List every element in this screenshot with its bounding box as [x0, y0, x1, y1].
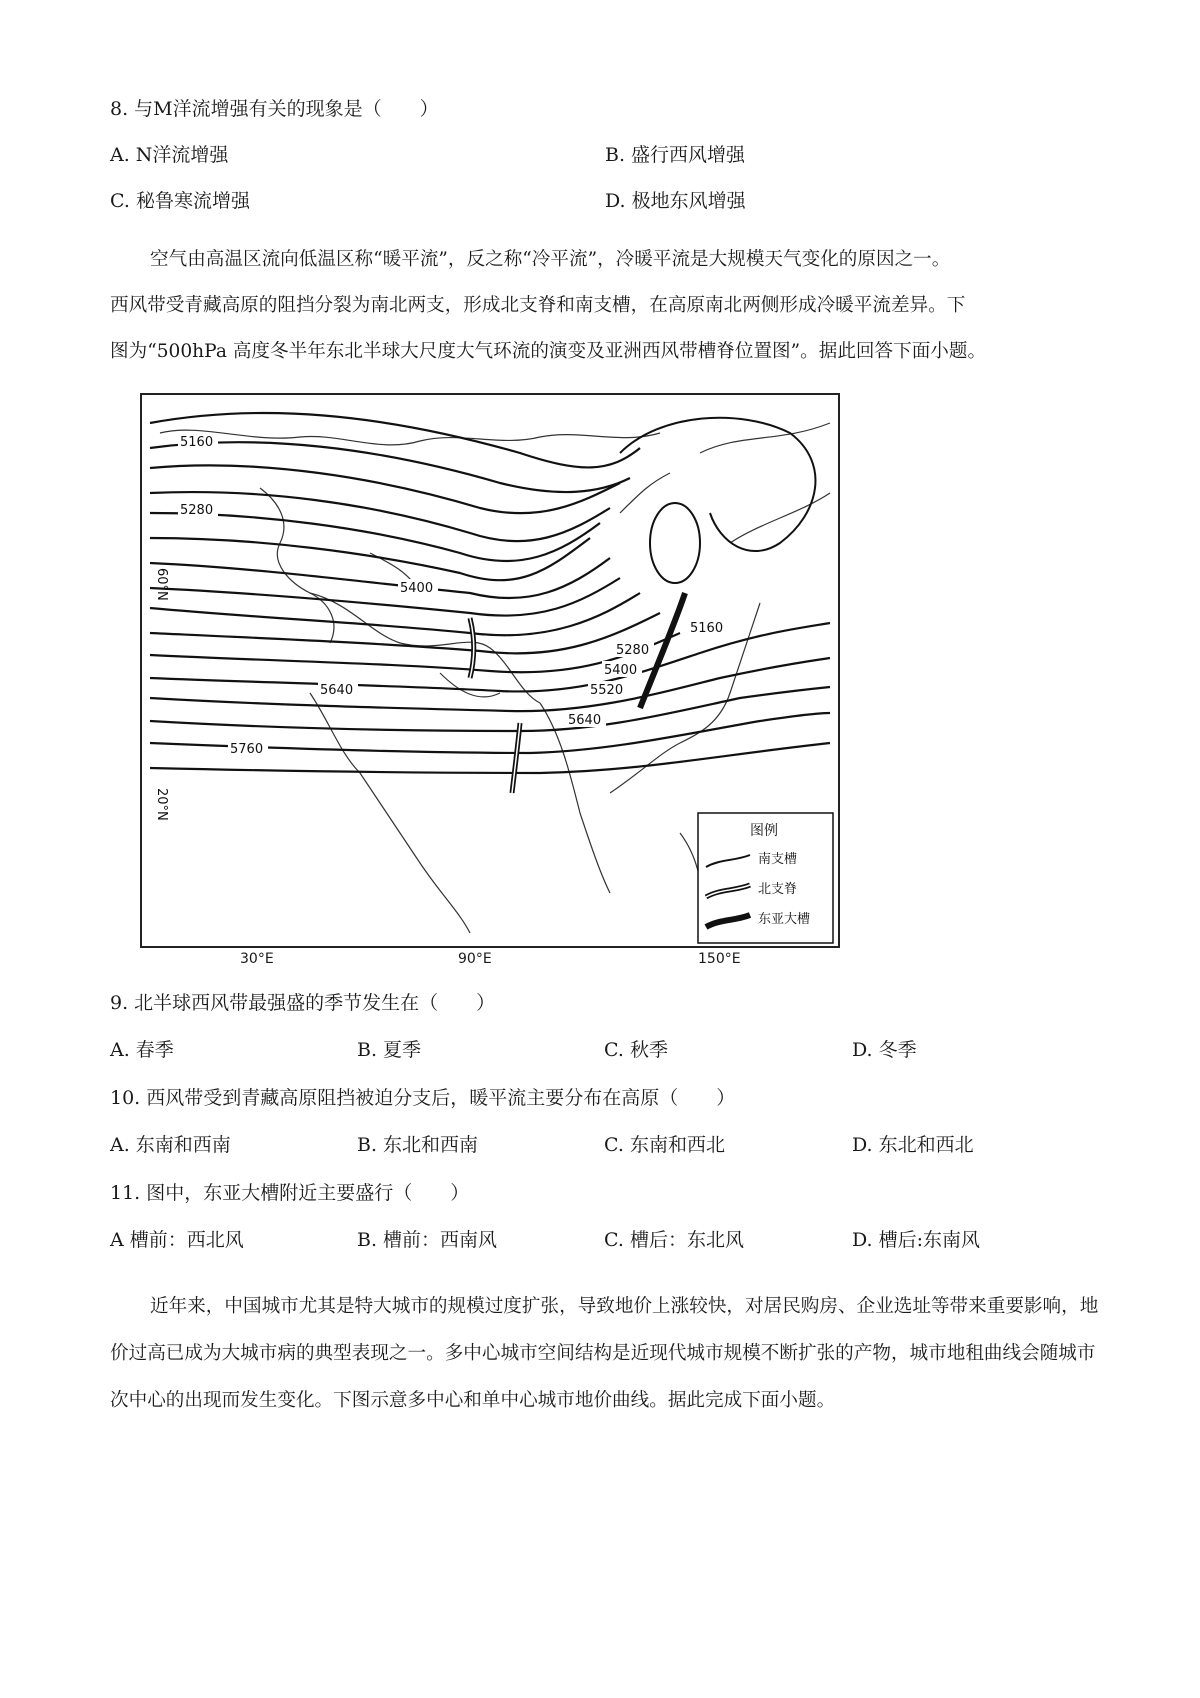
q10-option-c: C. 东南和西北 [604, 1134, 725, 1156]
q10-option-d: D. 东北和西北 [852, 1134, 974, 1156]
contour-label: 5160 [690, 621, 724, 636]
q9-option-b: B. 夏季 [357, 1039, 422, 1061]
q10-option-b: B. 东北和西南 [357, 1134, 479, 1156]
q11-stem: 11. 图中，东亚大槽附近主要盛行（ ） [110, 1182, 470, 1204]
contour-label: 5640 [568, 713, 602, 728]
q8-option-b: B. 盛行西风增强 [605, 144, 746, 166]
contour-label: 5160 [180, 435, 214, 450]
q11-option-a: A 槽前：西北风 [110, 1229, 244, 1251]
lon-label-90e: 90°E [458, 951, 492, 967]
q10-option-a: A. 东南和西南 [110, 1134, 231, 1156]
contour-label: 5400 [400, 581, 434, 596]
westerlies-map-figure [140, 393, 840, 967]
q11-option-c: C. 槽后：东北风 [604, 1229, 744, 1251]
map-legend [698, 813, 833, 943]
legend-title: 图例 [750, 823, 778, 839]
lat-label-20n: 20°N [154, 788, 169, 821]
lon-label-30e: 30°E [240, 951, 274, 967]
q9-option-c: C. 秋季 [604, 1039, 668, 1061]
lat-label-60n: 60°N [154, 568, 169, 601]
q9-option-a: A. 春季 [110, 1039, 174, 1061]
contour-label: 5280 [616, 643, 650, 658]
q9-option-d: D. 冬季 [852, 1039, 917, 1061]
intro1-line3: 图为“500hPa 高度冬半年东北半球大尺度大气环流的演变及亚洲西风带槽脊位置图”。据此回答下面小题。 [110, 341, 987, 362]
q8-stem: 8. 与M洋流增强有关的现象是（ ） [110, 98, 439, 120]
lon-label-150e: 150°E [698, 951, 741, 967]
contour-label: 5760 [230, 742, 264, 757]
q8-option-d: D. 极地东风增强 [605, 190, 746, 212]
legend-item-north-ridge: 北支脊 [758, 882, 798, 897]
contour-label: 5280 [180, 503, 214, 518]
q10-stem: 10. 西风带受到青藏高原阻挡被迫分支后，暖平流主要分布在高原（ ） [110, 1087, 736, 1109]
legend-item-south-trough: 南支槽 [758, 852, 798, 867]
westerlies-map [140, 393, 840, 953]
q8-option-c: C. 秘鲁寒流增强 [110, 190, 250, 212]
contour-label: 5400 [604, 663, 638, 678]
q11-option-d: D. 槽后:东南风 [852, 1229, 981, 1251]
intro1-line2: 西风带受青藏高原的阻挡分裂为南北两支，形成北支脊和南支槽，在高原南北两侧形成冷暖平流差异。下 [110, 295, 966, 316]
q8-option-a: A. N洋流增强 [110, 144, 229, 166]
intro2-paragraph: 近年来，中国城市尤其是特大城市的规模过度扩张，导致地价上涨较快，对居民购房、企业选址等带来重要影响，地价过高已成为大城市病的典型表现之一。多中心城市空间结构是近现代城市规模不断扩张的产物，城市地租曲线会随城市次中心的出现而发生变化。下图示意多中心和单中心城市地价曲线。据此完成下面小题。 [110, 1296, 1099, 1411]
legend-item-east-asia-trough: 东亚大槽 [758, 912, 811, 927]
q11-option-b: B. 槽前：西南风 [357, 1229, 498, 1251]
q9-stem: 9. 北半球西风带最强盛的季节发生在（ ） [110, 992, 496, 1014]
contour-label: 5640 [320, 683, 354, 698]
contour-label: 5520 [590, 683, 624, 698]
intro1-line1: 空气由高温区流向低温区称“暖平流”，反之称“冷平流”，冷暖平流是大规模天气变化的原因之一。 [150, 249, 951, 270]
